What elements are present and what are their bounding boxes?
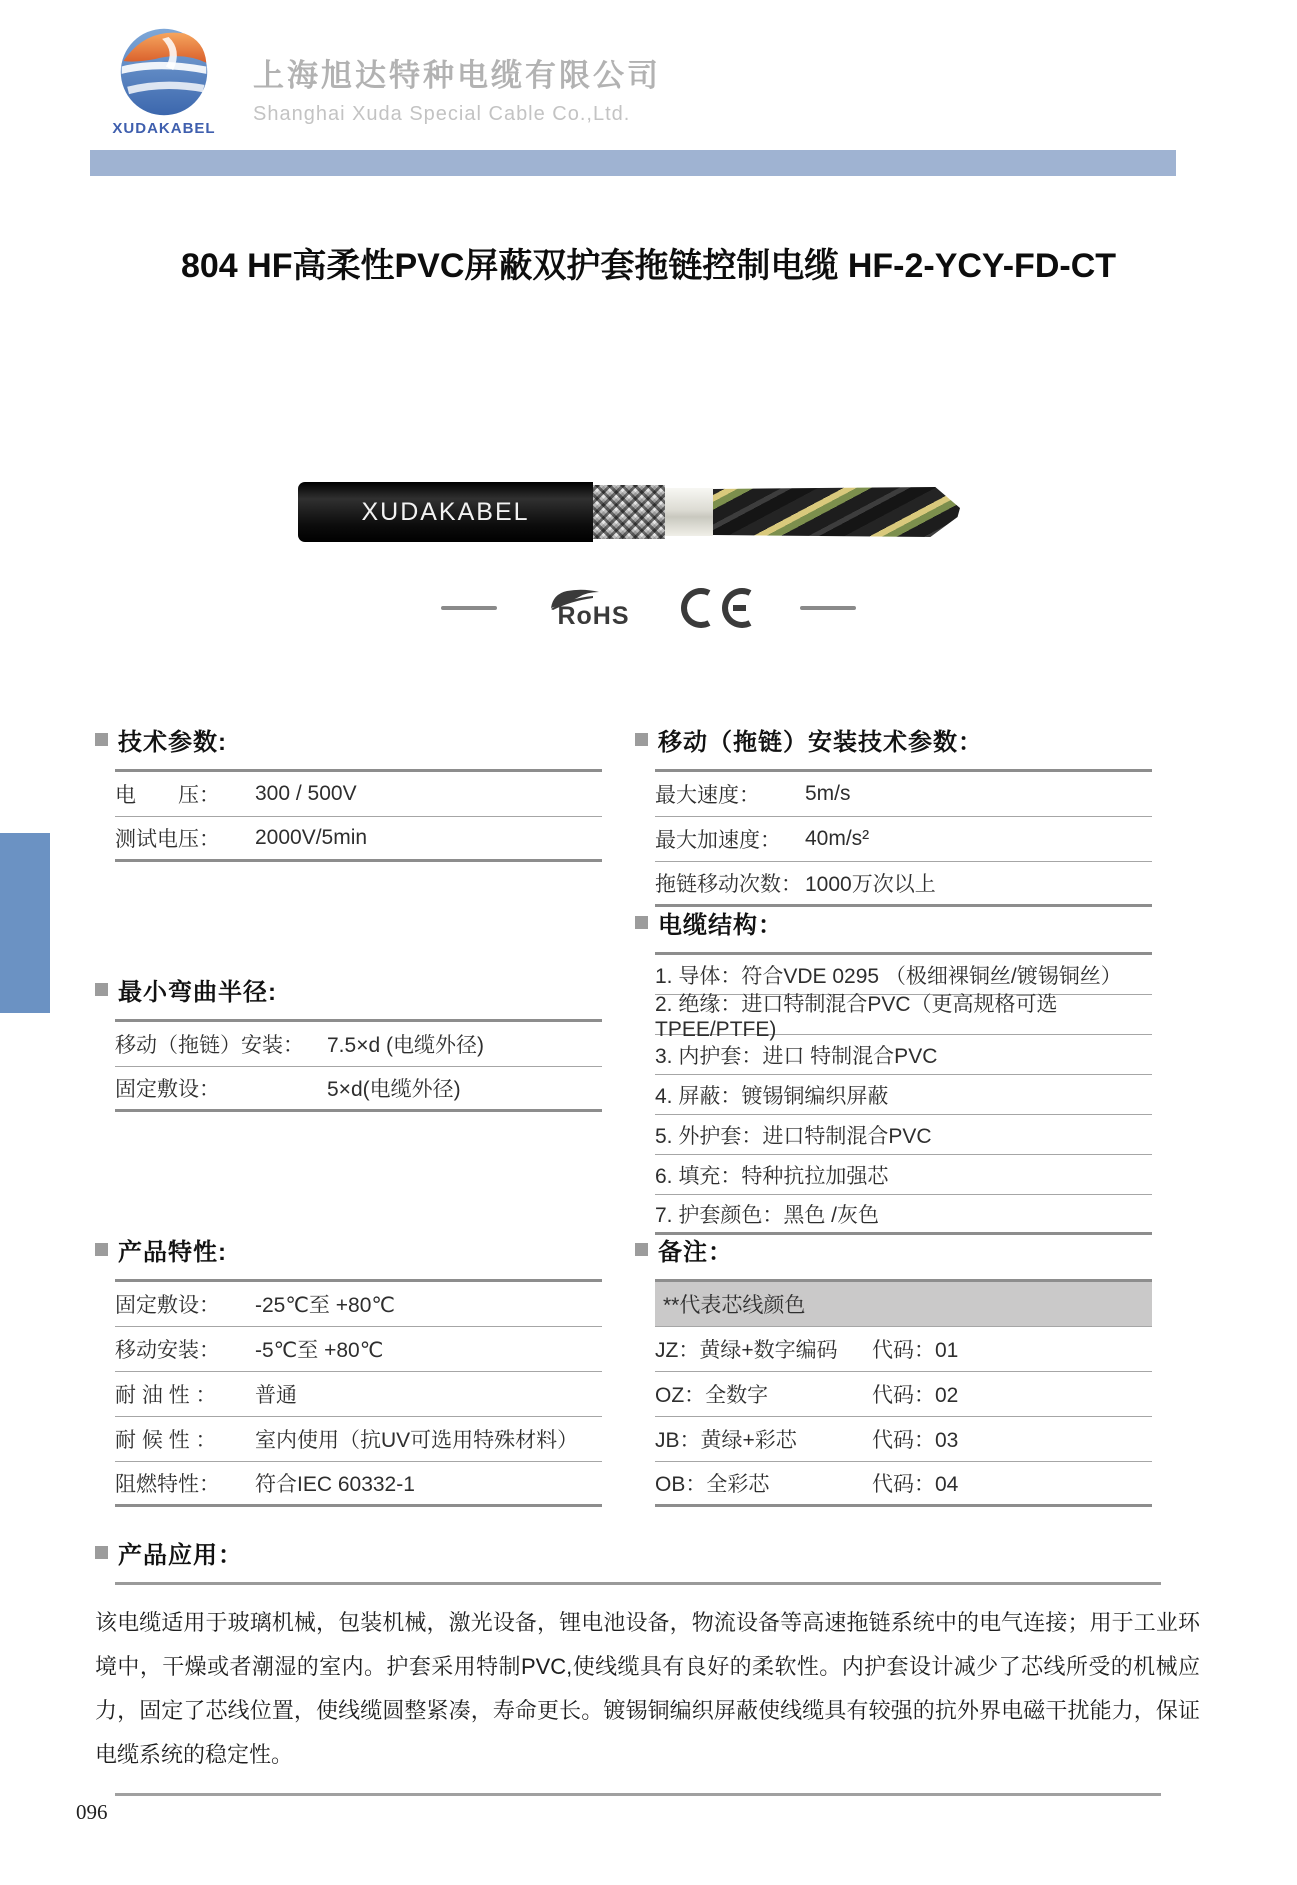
spec-label: 测试电压： xyxy=(115,828,220,851)
section-bullet-icon xyxy=(635,1243,648,1256)
spec-row xyxy=(115,1022,602,1067)
remarks-row xyxy=(655,1327,1152,1372)
spec-row xyxy=(655,817,1152,862)
remarks-label: JB：黄绿+彩芯 xyxy=(655,1429,797,1452)
spec-row xyxy=(655,862,1152,907)
remarks-code: 代码：02 xyxy=(872,1384,959,1407)
section-bullet-icon xyxy=(95,1243,108,1256)
section-heading: 移动（拖链）安装技术参数： xyxy=(658,729,983,756)
spec-label: 最大速度： xyxy=(655,784,760,807)
cable-photo xyxy=(298,482,960,542)
cable-inner-sheath xyxy=(665,488,713,536)
cable-twisted-cores xyxy=(713,487,960,537)
divider-dash xyxy=(800,606,856,610)
structure-item-text: 5. 外护套：进口特制混合PVC xyxy=(655,1124,932,1148)
logo-globe-icon xyxy=(118,26,210,118)
spec-row xyxy=(115,1067,602,1112)
spec-row xyxy=(115,817,602,862)
section-application xyxy=(95,1535,1205,1796)
spec-label: 固定敷设： xyxy=(115,1294,220,1317)
spec-row xyxy=(655,772,1152,817)
remarks-note-text: **代表芯线颜色 xyxy=(663,1294,806,1317)
section-bullet-icon xyxy=(635,733,648,746)
structure-item-text: 1. 导体：符合VDE 0295 （极细裸铜丝/镀锡铜丝） xyxy=(655,964,1122,988)
remarks-code: 代码：01 xyxy=(872,1339,959,1362)
section-bullet-icon xyxy=(95,733,108,746)
section-heading: 最小弯曲半径: xyxy=(118,979,277,1006)
cable-print-text: XUDAKABEL xyxy=(361,497,530,526)
section-cable-structure xyxy=(635,905,1152,1235)
spec-label: 阻燃特性： xyxy=(115,1473,220,1496)
spec-label: 电 压： xyxy=(115,784,220,807)
spec-value: 7.5×d (电缆外径) xyxy=(327,1034,484,1057)
application-text: 该电缆适用于玻璃机械，包装机械，激光设备，锂电池设备，物流设备等高速拖链系统中的电气连接；用于工业环境中，干燥或者潮湿的室内。护套采用特制PVC,使线缆具有良好的柔软性。内护套设计减少了芯线所受的机械应力，固定了芯线位置，使线缆圆整紧凑，寿命更长。镀锡铜编织屏蔽使线缆具有较强的抗外界电磁干扰能力，保证电缆系统的稳定性。 xyxy=(95,1610,1200,1767)
page-number: 096 xyxy=(76,1800,108,1824)
remarks-row xyxy=(655,1462,1152,1507)
divider-dash xyxy=(441,606,497,610)
remarks-row xyxy=(655,1417,1152,1462)
heading-rule xyxy=(115,1582,1161,1585)
section-bottom-rule xyxy=(115,1793,1161,1796)
spec-row xyxy=(115,1282,602,1327)
product-title: 804 HF高柔性PVC屏蔽双护套拖链控制电缆 HF-2-YCY-FD-CT xyxy=(180,247,1117,285)
structure-item xyxy=(655,1115,1152,1155)
rohs-mark xyxy=(543,588,629,629)
spec-row xyxy=(115,1372,602,1417)
company-name-block xyxy=(253,50,661,126)
spec-label: 拖链移动次数： xyxy=(655,873,802,896)
ce-mark-icon xyxy=(676,586,754,630)
spec-value: 40m/s² xyxy=(805,827,870,850)
spec-row xyxy=(115,1327,602,1372)
remarks-label: JZ：黄绿+数字编码 xyxy=(655,1339,838,1362)
spec-row xyxy=(115,772,602,817)
spec-label: 最大加速度： xyxy=(655,829,781,852)
section-heading: 产品应用： xyxy=(118,1542,243,1569)
spec-value: -5℃至 +80℃ xyxy=(255,1339,384,1362)
structure-item xyxy=(655,992,1152,1041)
section-mobile-params xyxy=(635,722,1152,907)
spec-value: 普通 xyxy=(255,1384,297,1407)
section-bullet-icon xyxy=(95,1546,108,1559)
structure-item xyxy=(655,1155,1152,1195)
spec-row xyxy=(115,1417,602,1462)
structure-item-text: 3. 内护套：进口 特制混合PVC xyxy=(655,1044,938,1068)
spec-label: 耐 油 性 ： xyxy=(115,1384,217,1407)
logo-wordmark: XUDAKABEL xyxy=(112,120,216,137)
spec-value: 1000万次以上 xyxy=(805,873,936,896)
section-features xyxy=(95,1232,602,1507)
spec-value: 300 / 500V xyxy=(255,782,357,805)
spec-value: 室内使用（抗UV可选用特殊材料） xyxy=(255,1429,579,1452)
spec-label: 移动（拖链）安装： xyxy=(115,1034,304,1057)
structure-item-text: 7. 护套颜色：黑色 /灰色 xyxy=(655,1203,880,1227)
company-name-cn: 上海旭达特种电缆有限公司 xyxy=(253,58,661,93)
structure-item-text: 4. 屏蔽：镀锡铜编织屏蔽 xyxy=(655,1084,889,1108)
spec-row xyxy=(115,1462,602,1507)
remarks-code: 代码：03 xyxy=(872,1429,959,1452)
remarks-row xyxy=(655,1372,1152,1417)
spec-label: 固定敷设： xyxy=(115,1078,220,1101)
sidebar-accent-block xyxy=(0,833,50,1013)
section-heading: 产品特性: xyxy=(118,1239,227,1266)
spec-label: 移动安装： xyxy=(115,1339,220,1362)
remarks-note-row xyxy=(655,1282,1152,1327)
spec-value: 5×d(电缆外径) xyxy=(327,1078,461,1101)
spec-value: -25℃至 +80℃ xyxy=(255,1294,395,1317)
section-bullet-icon xyxy=(95,983,108,996)
spec-value: 符合IEC 60332-1 xyxy=(255,1473,415,1496)
certification-marks xyxy=(0,586,1297,630)
section-heading: 电缆结构： xyxy=(658,912,783,939)
structure-item xyxy=(655,1195,1152,1235)
spec-value: 5m/s xyxy=(805,782,851,805)
section-tech-params xyxy=(95,722,602,862)
structure-item-text: 6. 填充：特种抗拉加强芯 xyxy=(655,1164,889,1188)
spec-label: 耐 候 性 ： xyxy=(115,1429,217,1452)
remarks-label: OB：全彩芯 xyxy=(655,1473,770,1496)
section-heading: 技术参数: xyxy=(118,729,227,756)
section-bend-radius xyxy=(95,972,602,1112)
section-heading: 备注： xyxy=(658,1239,733,1266)
cable-jacket xyxy=(298,482,593,542)
company-logo xyxy=(104,26,224,137)
spec-value: 2000V/5min xyxy=(255,826,368,849)
rohs-label: RoHS xyxy=(557,601,630,630)
structure-item xyxy=(655,1075,1152,1115)
header-accent-bar xyxy=(90,150,1176,176)
cable-braid-shield xyxy=(593,485,665,539)
remarks-code: 代码：04 xyxy=(872,1473,959,1496)
section-bullet-icon xyxy=(635,916,648,929)
structure-item-text: 2. 绝缘：进口特制混合PVC（更高规格可选TPEE/PTFE) xyxy=(655,992,1058,1041)
section-remarks xyxy=(635,1232,1152,1507)
remarks-label: OZ：全数字 xyxy=(655,1384,769,1407)
company-name-en: Shanghai Xuda Special Cable Co.,Ltd. xyxy=(253,103,631,125)
